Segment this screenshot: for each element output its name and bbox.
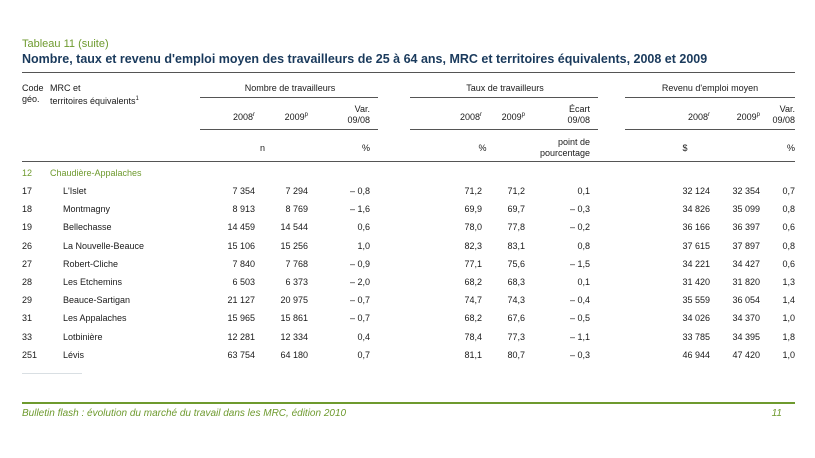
row-ecart: – 0,4: [569, 295, 590, 305]
row-t2008: 78,4: [464, 332, 482, 342]
row-r2008: 46 944: [682, 350, 710, 360]
footer-rule: [22, 402, 795, 404]
header-var-n-line2: 09/08: [347, 115, 370, 125]
page-number: 11: [771, 408, 782, 419]
unit-pp-line1: point de: [557, 137, 590, 147]
row-var-n: – 0,8: [349, 186, 370, 196]
row-r2009: 37 897: [732, 241, 760, 251]
header-var-n-line1: Var.: [354, 104, 370, 114]
unit-pp-line2: pourcentage: [539, 148, 590, 158]
row-n2008: 8 913: [232, 204, 255, 214]
row-r2008: 33 785: [682, 332, 710, 342]
row-r2008: 37 615: [682, 241, 710, 251]
unit-dollar: $: [682, 143, 688, 153]
row-var-r: 0,6: [782, 222, 795, 232]
row-var-n: – 0,9: [349, 259, 370, 269]
unit-var-n: %: [361, 143, 370, 153]
row-t2008: 68,2: [464, 313, 482, 323]
row-n2009: 14 544: [280, 222, 308, 232]
row-n2008: 7 354: [232, 186, 255, 196]
group-rule-nombre: [200, 97, 378, 98]
row-var-n: 0,6: [357, 222, 370, 232]
row-ecart: – 0,3: [569, 204, 590, 214]
header-n2009: 2009$^p$: [284, 112, 308, 122]
row-code: 26: [22, 241, 33, 251]
row-ecart: – 1,1: [569, 332, 590, 342]
row-n2009: 15 861: [280, 313, 308, 323]
header-mrc-line1: MRC et: [50, 83, 81, 93]
row-n2008: 14 459: [227, 222, 255, 232]
row-code: 31: [22, 313, 33, 323]
header-var-r-line2: 09/08: [772, 115, 795, 125]
header-mrc-line2: territoires équivalents$^1$: [50, 96, 139, 106]
row-code: 33: [22, 332, 33, 342]
header-n2008: 2008$^r$: [232, 112, 255, 122]
row-r2008: 34 026: [682, 313, 710, 323]
row-n2008: 15 965: [227, 313, 255, 323]
row-r2008: 36 166: [682, 222, 710, 232]
row-var-n: 0,4: [357, 332, 370, 342]
row-t2008: 71,2: [464, 186, 482, 196]
row-r2009: 35 099: [732, 204, 760, 214]
header-bottom-rule: [22, 161, 795, 162]
row-code: 18: [22, 204, 33, 214]
cutoff-hint: [22, 373, 82, 374]
header-code-line2: géo.: [22, 94, 40, 104]
row-name: Montmagny: [63, 204, 111, 214]
row-var-n: 0,7: [357, 350, 370, 360]
row-ecart: – 0,3: [569, 350, 590, 360]
row-name: Bellechasse: [63, 222, 112, 232]
region-code: 12: [22, 168, 33, 178]
row-n2008: 15 106: [227, 241, 255, 251]
row-r2009: 32 354: [732, 186, 760, 196]
row-n2009: 6 373: [285, 277, 308, 287]
row-var-n: – 0,7: [349, 313, 370, 323]
row-t2009: 68,3: [507, 277, 525, 287]
row-name: Lévis: [63, 350, 85, 360]
unit-taux: %: [478, 143, 487, 153]
row-n2008: 21 127: [227, 295, 255, 305]
row-var-r: 1,8: [782, 332, 795, 342]
row-var-r: 0,8: [782, 204, 795, 214]
row-t2009: 83,1: [507, 241, 525, 251]
row-r2009: 36 054: [732, 295, 760, 305]
group-header-taux: Taux de travailleurs: [466, 83, 544, 93]
row-t2009: 75,6: [507, 259, 525, 269]
row-var-n: – 0,7: [349, 295, 370, 305]
row-t2009: 74,3: [507, 295, 525, 305]
unit-n: n: [259, 143, 265, 153]
row-var-r: 0,6: [782, 259, 795, 269]
header-r2009: 2009$^p$: [736, 112, 760, 122]
row-n2009: 64 180: [280, 350, 308, 360]
row-var-r: 1,4: [782, 295, 795, 305]
row-n2009: 15 256: [280, 241, 308, 251]
row-n2009: 20 975: [280, 295, 308, 305]
row-var-r: 1,0: [782, 350, 795, 360]
table-title: Nombre, taux et revenu d'emploi moyen des travailleurs de 25 à 64 ans, MRC et territoires équivalents, 2008 et 2009: [22, 52, 708, 66]
row-code: 251: [22, 350, 38, 360]
row-var-r: 1,3: [782, 277, 795, 287]
footer-text: Bulletin flash : évolution du marché du travail dans les MRC, édition 2010: [22, 408, 347, 419]
row-t2009: 80,7: [507, 350, 525, 360]
row-r2008: 32 124: [682, 186, 710, 196]
header-t2008: 2008$^r$: [459, 112, 482, 122]
row-n2009: 12 334: [280, 332, 308, 342]
row-r2009: 47 420: [732, 350, 760, 360]
group-header-revenu: Revenu d'emploi moyen: [661, 83, 759, 93]
header-var-r-line1: Var.: [779, 104, 795, 114]
row-n2009: 7 768: [285, 259, 308, 269]
group-header-nombre: Nombre de travailleurs: [244, 83, 336, 93]
top-rule: [22, 72, 795, 73]
row-name: Les Appalaches: [63, 313, 127, 323]
row-t2008: 81,1: [464, 350, 482, 360]
row-ecart: 0,8: [577, 241, 590, 251]
row-n2008: 12 281: [227, 332, 255, 342]
row-ecart: 0,1: [577, 277, 590, 287]
row-r2008: 35 559: [682, 295, 710, 305]
row-code: 17: [22, 186, 33, 196]
row-r2008: 34 221: [682, 259, 710, 269]
group-rule-revenu: [625, 97, 795, 98]
row-name: Lotbinière: [63, 332, 103, 342]
row-t2009: 71,2: [507, 186, 525, 196]
year-header-rule-1: [200, 129, 378, 130]
header-r2008: 2008$^r$: [687, 112, 710, 122]
row-code: 19: [22, 222, 33, 232]
row-n2009: 7 294: [285, 186, 308, 196]
row-name: L'Islet: [63, 186, 87, 196]
header-t2009: 2009$^p$: [501, 112, 525, 122]
row-r2008: 31 420: [682, 277, 710, 287]
row-var-n: – 2,0: [349, 277, 370, 287]
row-t2008: 69,9: [464, 204, 482, 214]
region-name: Chaudière-Appalaches: [50, 168, 142, 178]
row-var-n: 1,0: [357, 241, 370, 251]
row-var-r: 0,7: [782, 186, 795, 196]
row-var-r: 0,8: [782, 241, 795, 251]
row-name: Robert-Cliche: [63, 259, 119, 269]
table-number: Tableau 11 (suite): [22, 38, 109, 50]
row-t2009: 69,7: [507, 204, 525, 214]
row-r2009: 34 370: [732, 313, 760, 323]
row-r2008: 34 826: [682, 204, 710, 214]
row-t2008: 78,0: [464, 222, 482, 232]
row-var-r: 1,0: [782, 313, 795, 323]
row-name: Beauce-Sartigan: [63, 295, 131, 305]
row-n2008: 63 754: [227, 350, 255, 360]
row-t2009: 67,6: [507, 313, 525, 323]
row-r2009: 34 395: [732, 332, 760, 342]
row-t2008: 77,1: [464, 259, 482, 269]
group-rule-taux: [410, 97, 598, 98]
row-t2008: 68,2: [464, 277, 482, 287]
row-ecart: – 0,5: [569, 313, 590, 323]
row-t2008: 82,3: [464, 241, 482, 251]
row-n2008: 7 840: [232, 259, 255, 269]
row-ecart: – 0,2: [569, 222, 590, 232]
header-ecart-line1: Écart: [568, 104, 590, 114]
row-n2009: 8 769: [285, 204, 308, 214]
row-var-n: – 1,6: [349, 204, 370, 214]
row-n2008: 6 503: [232, 277, 255, 287]
row-t2009: 77,3: [507, 332, 525, 342]
row-code: 29: [22, 295, 33, 305]
unit-var-r: %: [786, 143, 795, 153]
row-r2009: 36 397: [732, 222, 760, 232]
year-header-rule-2: [410, 129, 598, 130]
row-code: 28: [22, 277, 33, 287]
row-name: La Nouvelle-Beauce: [63, 241, 145, 251]
row-ecart: 0,1: [577, 186, 590, 196]
row-code: 27: [22, 259, 33, 269]
row-t2009: 77,8: [507, 222, 525, 232]
year-header-rule-3: [625, 129, 795, 130]
row-t2008: 74,7: [464, 295, 482, 305]
row-r2009: 34 427: [732, 259, 760, 269]
row-r2009: 31 820: [732, 277, 760, 287]
header-ecart-line2: 09/08: [567, 115, 590, 125]
row-ecart: – 1,5: [569, 259, 590, 269]
header-code-line1: Code: [22, 83, 44, 93]
row-name: Les Etchemins: [63, 277, 123, 287]
